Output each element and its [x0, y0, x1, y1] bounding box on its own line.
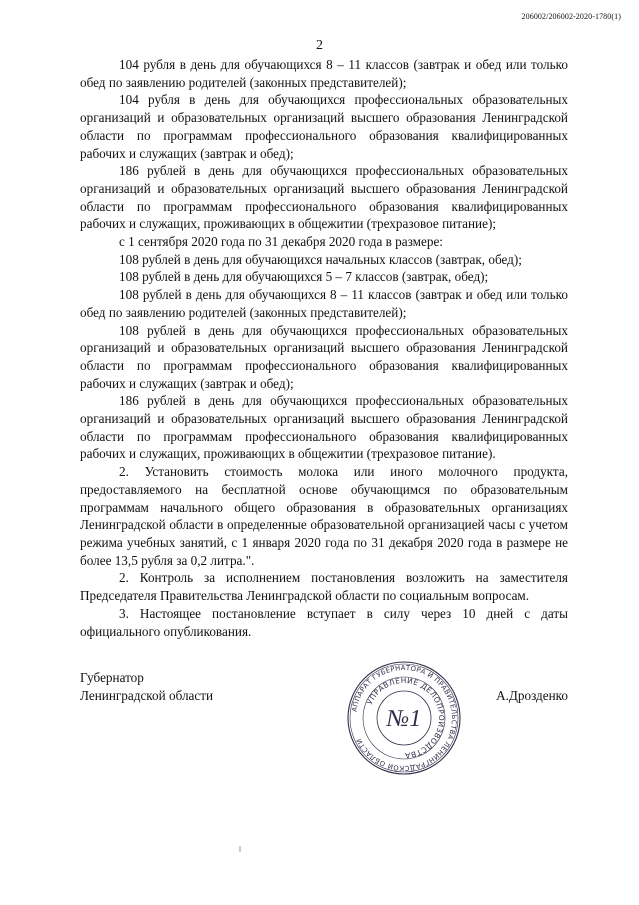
paragraph: 3. Настоящее постановление вступает в силу через 10 дней с даты официального опубликования.	[80, 605, 568, 639]
stamp-ring-text: АППАРАТ ГУБЕРНАТОРА И ПРАВИТЕЛЬСТВА ЛЕНИНГРАДСКОЙ ОБЛАСТИ	[350, 663, 459, 773]
document-body	[80, 56, 568, 640]
scan-mark	[239, 846, 241, 852]
document-id: 206002/206002-2020-1780(1)	[521, 12, 621, 21]
signature-block	[80, 669, 568, 769]
paragraph: 108 рублей в день для обучающихся 8 – 11 классов (завтрак и обед или только обед по заявлению родителей (законных представителей);	[80, 287, 568, 320]
paragraph: 104 рубля в день для обучающихся профессиональных образовательных организаций и образовательных организаций высшего образования Ленинградской области по программам профессионального образования квалифицированных рабочих и служащих (завтрак и обед);	[80, 92, 568, 161]
paragraph: 108 рублей в день для обучающихся 5 – 7 классов (завтрак, обед);	[119, 269, 489, 285]
paragraph: 108 рублей в день для обучающихся начальных классов (завтрак, обед);	[119, 251, 522, 267]
paragraph: 2. Установить стоимость молока или иного молочного продукта, предоставляемого на бесплатной основе обучающимся по образовательным программам начального общего образования в образовательных организациях Ленинградской области в определенные образовательной организацией часы с учетом режима учебных занятий, с 1 января 2020 года по 31 декабря 2020 года в размере не более 13,5 рубля за 0,2 литра.".	[80, 464, 568, 568]
official-stamp	[346, 660, 462, 776]
signatory-title-line: Ленинградской области	[80, 687, 214, 703]
paragraph: 186 рублей в день для обучающихся профессиональных образовательных организаций и образовательных организаций высшего образования Ленинградской области по программам профессионального образования квалифицированных рабочих и служащих, проживающих в общежитии (трехразовое питание);	[80, 163, 568, 232]
signatory-title	[80, 669, 213, 704]
stamp-inner-text: УПРАВЛЕНИЕ ДЕЛОПРОИЗВОДСТВА	[365, 675, 447, 761]
paragraph: с 1 сентября 2020 года по 31 декабря 2020 года в размере:	[119, 234, 443, 250]
stamp-number: №1	[386, 706, 422, 732]
paragraph: 2. Контроль за исполнением постановления возложить на заместителя Председателя Правительства Ленинградской области по социальным вопросам.	[80, 570, 568, 604]
signatory-title-line: Губернатор	[80, 670, 144, 685]
paragraph: 186 рублей в день для обучающихся профессиональных образовательных организаций и образовательных организаций высшего образования Ленинградской области по программам профессионального образования квалифицированных рабочих и служащих, проживающих в общежитии (трехразовое питание).	[80, 393, 568, 462]
page-number: 2	[316, 38, 323, 53]
signatory-name: А.Дрозденко	[496, 687, 568, 703]
paragraph: 104 рубля в день для обучающихся 8 – 11 классов (завтрак и обед или только обед по заявлению родителей (законных представителей);	[80, 57, 568, 90]
paragraph: 108 рублей в день для обучающихся профессиональных образовательных организаций и образовательных организаций высшего образования Ленинградской области по программам профессионального образования квалифицированных рабочих и служащих (завтрак и обед);	[80, 322, 568, 391]
